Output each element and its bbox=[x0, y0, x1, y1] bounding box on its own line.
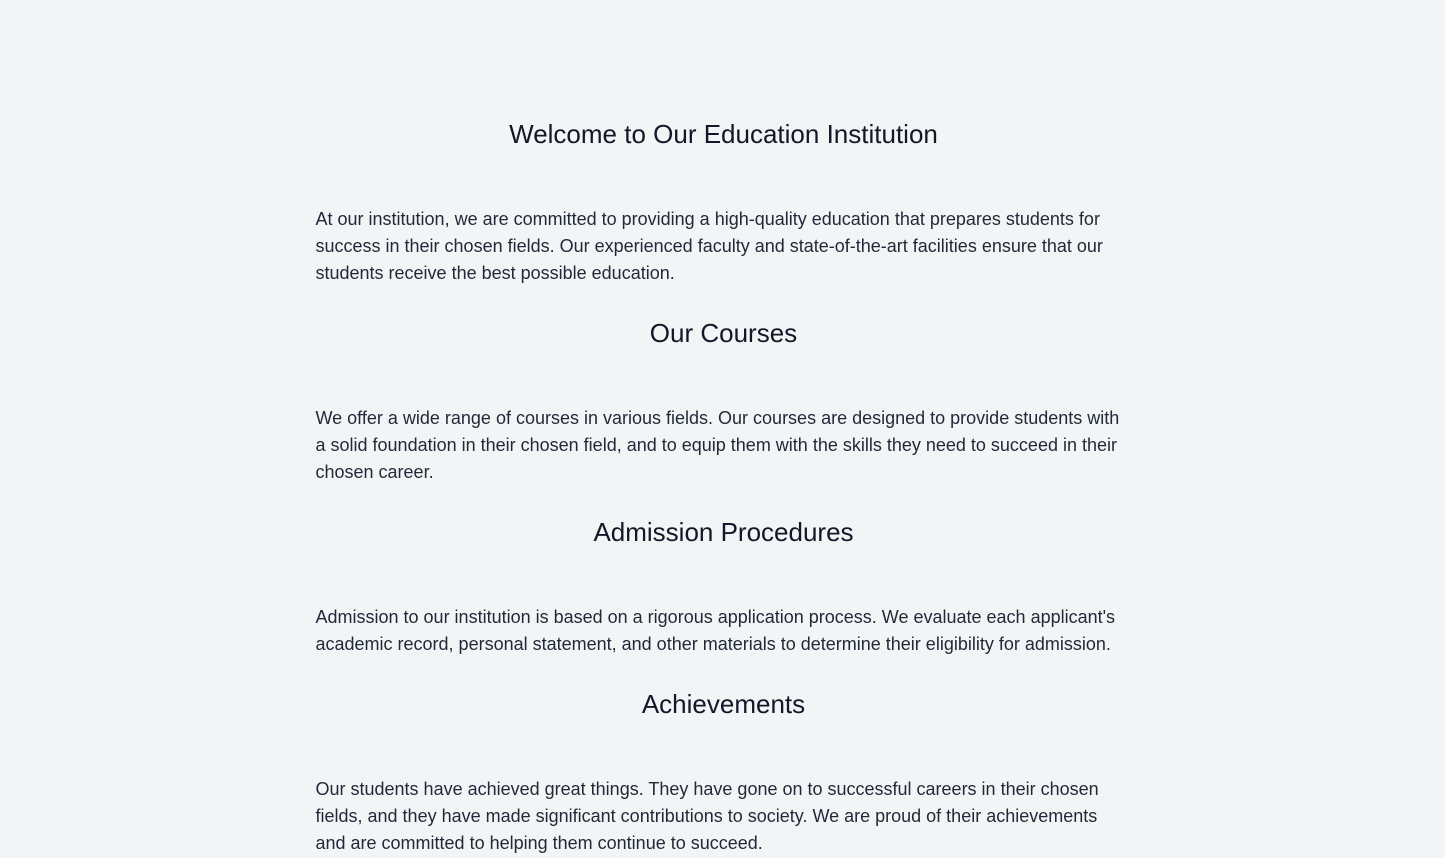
section-text: At our institution, we are committed to providing a high-quality education that prepares students for success in their chosen fields. Our experienced faculty and state-of-the-art facilities ensure that our students receive the best possible education. bbox=[315, 209, 1103, 283]
section-heading: Admission Procedures bbox=[593, 517, 854, 547]
achievements-section bbox=[316, 686, 1132, 857]
section-text: We offer a wide range of courses in various fields. Our courses are designed to provide students with a solid foundation in their chosen field, and to equip them with the skills they need to succeed in their chosen career. bbox=[315, 408, 1120, 482]
section-heading: Welcome to Our Education Institution bbox=[509, 119, 938, 149]
admission-section bbox=[316, 514, 1132, 658]
section-text: Our students have achieved great things. They have gone on to successful careers in their chosen fields, and they have made significant contributions to society. We are proud of their achievements and are committed to helping them continue to succeed. bbox=[315, 779, 1099, 853]
section-heading: Achievements bbox=[641, 689, 806, 719]
welcome-section bbox=[316, 116, 1132, 287]
main-content bbox=[316, 0, 1132, 857]
courses-section bbox=[316, 315, 1132, 486]
section-heading: Our Courses bbox=[649, 318, 798, 348]
section-text: Admission to our institution is based on a rigorous application process. We evaluate each applicant's academic record, personal statement, and other materials to determine their eligibility for admission. bbox=[315, 607, 1116, 654]
